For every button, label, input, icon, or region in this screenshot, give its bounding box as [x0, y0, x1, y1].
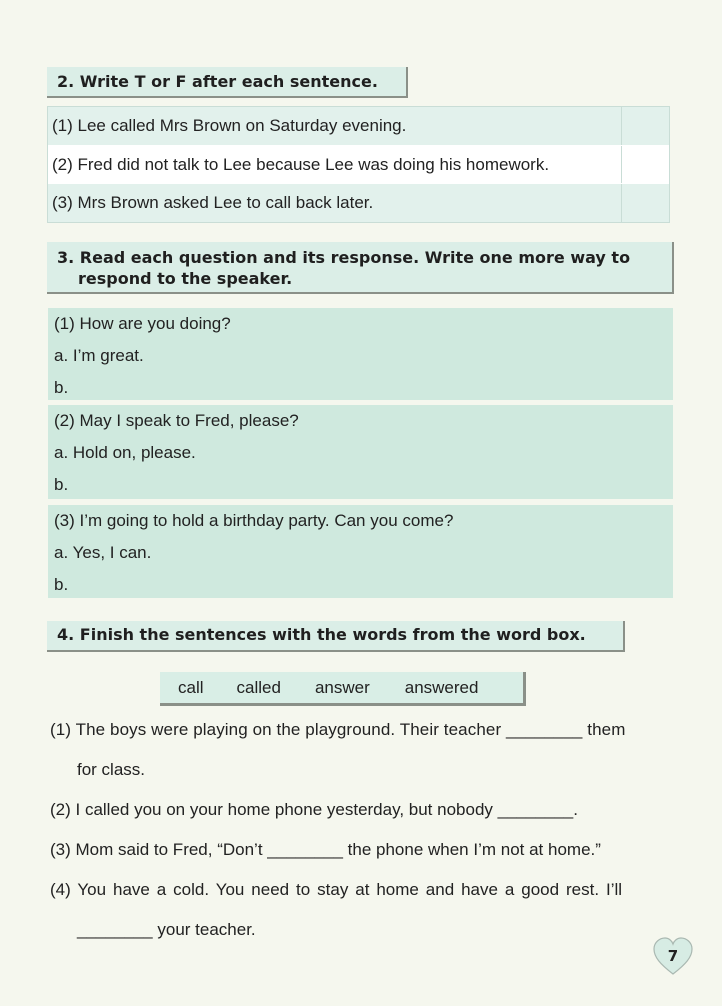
table-row — [48, 107, 669, 146]
section-2-heading — [47, 67, 408, 98]
section-4-title: 4. Finish the sentences with the words from the word box. — [57, 625, 586, 644]
sentence-2: (2) I called you on your home phone yesterday, but nobody ________. — [50, 800, 578, 819]
response-a: a. Yes, I can. — [54, 543, 152, 562]
sentence-1-cont: for class. — [77, 760, 146, 779]
word-box — [160, 672, 526, 706]
answer-cell[interactable] — [621, 184, 669, 222]
true-false-table — [47, 106, 670, 223]
sentence-4-cont: ________ your teacher. — [77, 920, 256, 939]
response-b[interactable]: b. — [54, 378, 69, 397]
table-row — [48, 146, 669, 185]
section-3-title-line1: 3. Read each question and its response. Write one more way to — [57, 248, 631, 267]
word-called: called — [236, 677, 281, 697]
response-b[interactable]: b. — [54, 475, 69, 494]
question-box-1 — [48, 308, 673, 400]
statement-text: (1) Lee called Mrs Brown on Saturday evening. — [52, 116, 407, 135]
sentence-1: (1) The boys were playing on the playground. Their teacher ________ them — [50, 720, 626, 739]
word-answer: answer — [314, 677, 370, 697]
sentence-3: (3) Mom said to Fred, “Don’t ________ the phone when I’m not at home.” — [50, 840, 601, 859]
statement-text: (2) Fred did not talk to Lee because Lee was doing his homework. — [52, 154, 550, 174]
question-box-3 — [48, 505, 673, 598]
response-b[interactable]: b. — [54, 575, 69, 594]
question-text: (2) May I speak to Fred, please? — [54, 411, 299, 430]
response-a: a. I’m great. — [54, 346, 144, 365]
word-answered: answered — [404, 677, 479, 697]
section-2-title: 2. Write T or F after each sentence. — [57, 72, 378, 91]
section-3-heading — [47, 242, 674, 294]
answer-cell[interactable] — [621, 146, 669, 184]
sentence-4: (4) You have a cold. You need to stay at home and have a good rest. I’ll — [50, 880, 623, 899]
section-3-title-line2: respond to the speaker. — [78, 269, 293, 288]
page-number: 7 — [667, 947, 679, 965]
word-call: call — [178, 677, 204, 697]
response-a: a. Hold on, please. — [54, 443, 196, 462]
answer-cell[interactable] — [621, 107, 669, 145]
question-text: (3) I’m going to hold a birthday party. Can you come? — [54, 511, 454, 530]
page-number-badge — [652, 936, 694, 978]
section-4-heading — [47, 621, 625, 652]
question-box-2 — [48, 405, 673, 499]
statement-text: (3) Mrs Brown asked Lee to call back later. — [52, 193, 374, 213]
question-text: (1) How are you doing? — [54, 314, 231, 333]
table-row — [48, 184, 669, 222]
